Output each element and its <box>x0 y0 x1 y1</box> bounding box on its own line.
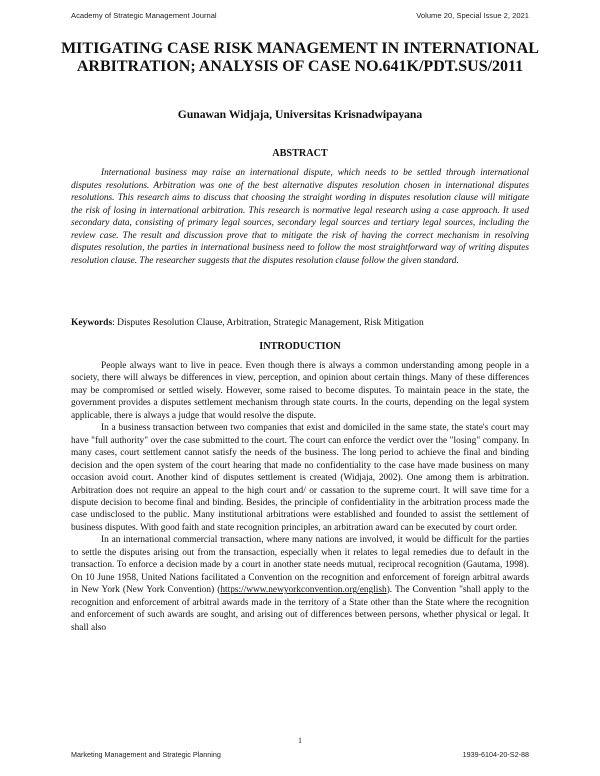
keywords-list: : Disputes Resolution Clause, Arbitration, Strategic Management, Risk Mitigation <box>112 318 424 328</box>
paper-title: MITIGATING CASE RISK MANAGEMENT IN INTERNATIONAL ARBITRATION; ANALYSIS OF CASE NO.641K/PDT.SUS/2011 <box>61 40 539 75</box>
abstract-text: International business may raise an international dispute, which needs to be settled through international disputes resolutions. Arbitration was one of the best alternative disputes resolution chosen in international disputes resolutions. This research aims to discuss that choosing the straight wording in disputes resolution clause will mitigate the risk of losing in international arbitration. This research is normative legal research using a case approach. It used secondary data, consisting of primary legal sources, secondary legal sources and tertiary legal sources, including the review case. The result and discussion prove that to mitigate the risk of having the correct mechanism in resolving disputes resolution, the parties in international business need to follow the most straightforward way of writing disputes resolution clause. The researcher suggests that the disputes resolution clause follow the given standard. <box>71 168 529 266</box>
convention-link[interactable]: https://www.newyorkconvention.org/english <box>220 585 387 596</box>
running-header-journal: Academy of Strategic Management Journal <box>71 11 217 20</box>
footer-journal: Marketing Management and Strategic Planning <box>71 750 221 759</box>
paragraph-text: ). The Convention "shall apply to the recognition and enforcement of arbitral awards made in the territory of a State other than the State where the recognition and enforcement of such awards are sought, and arising out of differences between persons, whether physical or legal. It shall also <box>71 585 529 633</box>
keywords <box>71 318 529 328</box>
paragraph-text: In an international commercial transaction, where many nations are involved, it would be difficult for the parties to settle the disputes arising out from the transaction, especially when it relates to legal remedies due to default in the transaction. To enforce a decision made by a court in another state needs mutual, reciprocal recognition (Gautama, 1998). On 10 June 1958, United Nations facilitated a Convention on the recognition and enforcement of foreign arbitral awards in New York (New York Convention) ( <box>71 535 529 596</box>
page-number: 1 <box>298 736 302 745</box>
introduction-heading: INTRODUCTION <box>259 341 341 352</box>
paragraph: In a business transaction between two companies that exist and domiciled in the same state, the state's court may have "full authority" over the case submitted to the court. The court can enforce the verdict over the "losing" company. In many cases, court settlement cannot satisfy the needs of the business. The long period to achieve the final and binding decision and the open system of the court hearing that made no confidentiality to the case have made business on many occasion avoid court. Another kind of disputes settlement is created (Widjaja, 2002). One among them is arbitration. Arbitration does not require an appeal to the high court and/ or cassation to the supreme court. It will save time for a dispute decision to become final and binding. Besides, the principle of confidentiality in the arbitration process made the case undisclosed to the public. Many institutional arbitrations were established and founded to assist the settlement of business disputes. With good faith and state recognition principles, an arbitration award can be executed by court order. <box>71 423 529 533</box>
keywords-label: Keywords <box>71 318 113 328</box>
footer-id: 1939-6104-20-S2-88 <box>462 750 529 759</box>
running-header-issue: Volume 20, Special Issue 2, 2021 <box>416 11 529 20</box>
paragraph: People always want to live in peace. Even though there is always a common understanding among people in a society, there will always be differences in view, perception, and opinion about certain things. Many of these differences may be compromised or settled wisely. However, some raised to become disputes. To maintain peace in the state, the government provides a disputes settlement mechanism through state courts. In the courts, depending on the legal system applicable, there is always a judge that would resolve the dispute. <box>71 361 529 421</box>
abstract-heading: ABSTRACT <box>272 148 328 159</box>
introduction-body <box>71 360 529 750</box>
author-line: Gunawan Widjaja, Universitas Krisnadwipayana <box>177 108 423 121</box>
paragraph <box>71 534 529 634</box>
